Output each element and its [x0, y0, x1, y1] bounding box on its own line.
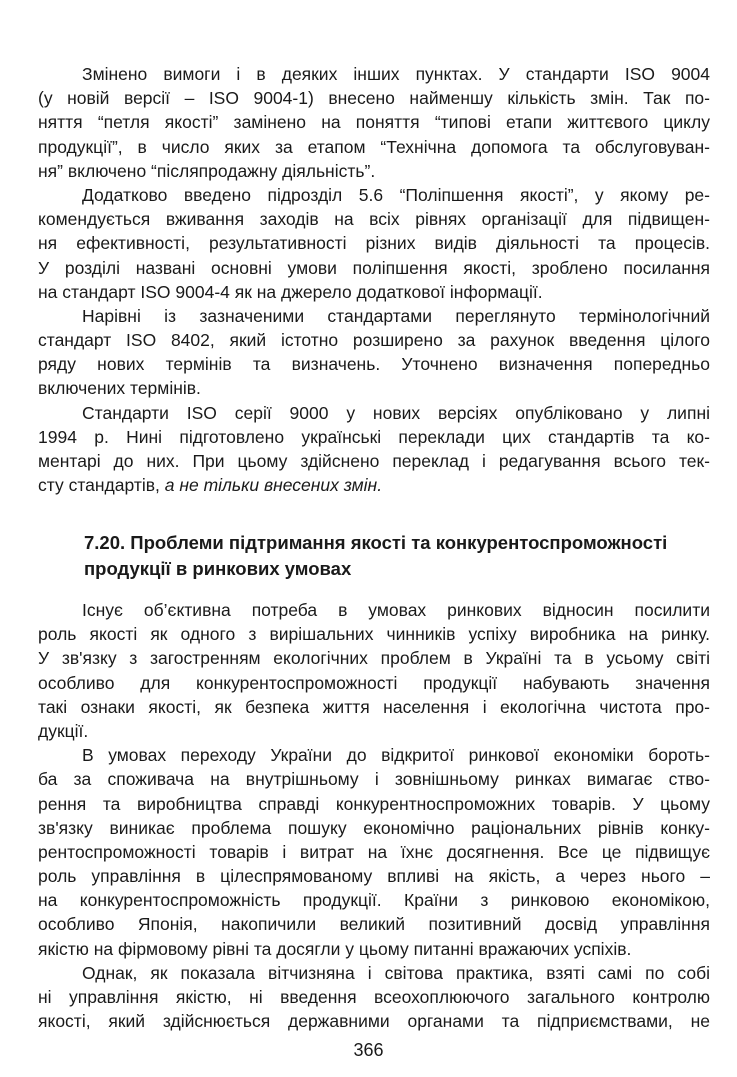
section-heading-line-1: 7.20. Проблеми підтримання якості та конкурентоспроможності — [84, 532, 668, 553]
text-line — [38, 1009, 710, 1033]
text-line — [38, 376, 710, 400]
paragraph — [38, 961, 710, 1034]
text-line — [38, 183, 710, 207]
text-line — [38, 864, 710, 888]
text-line-content: (у новій версії – ISO 9004-1) внесено найменшу кількість змін. Так по- — [38, 88, 710, 109]
text-line-content: ментарі до них. При цьому здійснено переклад і редагування всього тек- — [38, 451, 710, 471]
text-line-content: Додатково введено підрозділ 5.6 “Поліпшення якості”, у якому ре- — [82, 184, 710, 205]
text-line — [38, 719, 710, 743]
text-line — [38, 961, 710, 985]
text-line — [38, 937, 710, 961]
text-line — [38, 985, 710, 1009]
text-line — [38, 401, 710, 425]
text-line-content: особливо Японія, накопичили великий позитивний досвід управління — [38, 914, 710, 935]
body-text-top — [38, 62, 710, 497]
text-line — [38, 646, 710, 670]
text-line-content: рентоспроможності товарів і витрат на їхнє досягнення. Все це підвищує — [38, 841, 710, 862]
text-line-content: ба за споживача на внутрішньому і зовнішньому ринках вимагає ство- — [38, 769, 710, 790]
text-line — [38, 622, 710, 646]
text-line-content: включених термінів. — [38, 378, 201, 399]
text-line-content: ня ефективності, результативності різних видів діяльності та процесів. — [38, 233, 710, 254]
paragraph — [38, 598, 710, 743]
section-heading — [84, 530, 714, 582]
text-line — [38, 280, 710, 304]
text-line-content: У розділі названі основні умови поліпшення якості, зроблено посилання — [38, 257, 710, 278]
text-line-content: 1994 р. Нині підготовлено українські переклади цих стандартів та ко- — [38, 426, 710, 447]
paragraph — [38, 743, 710, 961]
text-line — [38, 159, 710, 183]
italic-text: а не тільки внесених змін. — [164, 475, 383, 496]
text-line-content: Стандарти ISO серії 9000 у нових версіях опубліковано у липні — [82, 402, 710, 423]
text-line-content: няття “петля якості” замінено на поняття “типові етапи життєвого циклу — [38, 112, 710, 133]
text-line-content: Змінено вимоги і в деяких інших пунктах. У стандарти ISO 9004 — [82, 64, 710, 84]
text-line — [38, 840, 710, 864]
text-line-content: Нарівні із зазначеними стандартами переглянуто термінологічний — [82, 305, 710, 326]
text-line — [38, 207, 710, 231]
text-line — [38, 695, 710, 719]
text-line — [38, 62, 710, 86]
text-line — [38, 671, 710, 695]
text-line — [38, 352, 710, 376]
text-line-content: ня” включено “післяпродажну діяльність”. — [38, 160, 376, 181]
text-line-content: на конкурентоспроможність продукції. Країни з ринковою економікою, — [38, 890, 710, 911]
text-line-content: Однак, як показала вітчизняна і світова практика, взяті самі по собі — [82, 962, 710, 983]
paragraph — [38, 304, 710, 401]
text-line — [38, 304, 710, 328]
text-line-content: роль управління в цілеспрямованому впливі на якість, а через нього – — [38, 866, 710, 887]
text-line — [38, 86, 710, 110]
text-line-content: якості, який здійснюється державними органами та підприємствами, не — [38, 1011, 710, 1032]
text-line-content: особливо для конкурентоспроможності продукції набувають значення — [38, 672, 710, 693]
text-line — [38, 328, 710, 352]
text-line-content: такі ознаки якості, як безпека життя населення і екологічна чистота про- — [38, 696, 710, 717]
text-line — [38, 231, 710, 255]
text-line-content: роль якості як одного з вирішальних чинників успіху виробника на ринку. — [38, 624, 710, 645]
text-line — [38, 912, 710, 936]
text-line-content: якістю на фірмовому рівні та досягли у цьому питанні вражаючих успіхів. — [38, 938, 632, 959]
text-line-content: рення та виробництва справді конкурентноспроможних товарів. У цьому — [38, 793, 710, 814]
text-line-content: В умовах переходу України до відкритої ринкової економіки бороть- — [82, 745, 710, 766]
text-line-content: Існує об’єктивна потреба в умовах ринкових відносин посилити — [82, 600, 710, 620]
text-line-content: ряду нових термінів та визначень. Уточнено визначення попередньо — [38, 354, 710, 375]
paragraph — [38, 183, 710, 304]
text-line — [38, 449, 710, 473]
text-line — [38, 888, 710, 912]
text-line-content: продукції”, в число яких за етапом “Технічна допомога та обслуговуван- — [38, 136, 710, 157]
text-line — [38, 743, 710, 767]
text-line-content: сту стандартів, — [38, 475, 165, 496]
text-line-content: на стандарт ISO 9004-4 як на джерело додаткової інформації. — [38, 281, 543, 302]
paragraph — [38, 401, 710, 498]
text-line — [38, 425, 710, 449]
text-line — [38, 792, 710, 816]
page-number: 366 — [353, 1040, 384, 1060]
text-line — [38, 767, 710, 791]
paragraph — [38, 62, 710, 183]
text-line-content: стандарт ISO 8402, який істотно розширено за рахунок введення цілого — [38, 330, 710, 351]
text-line — [38, 816, 710, 840]
text-line — [38, 256, 710, 280]
text-line-content: ні управління якістю, ні введення всеохоплюючого загального контролю — [38, 987, 710, 1007]
text-line-content: дукції. — [38, 720, 89, 741]
text-line — [38, 473, 710, 497]
text-line — [38, 110, 710, 134]
text-line-content: комендується вживання заходів на всіх рівнях організації для підвищен- — [38, 209, 710, 230]
text-line-content: зв'язку виникає проблема пошуку економічно раціональних рівнів конку- — [38, 817, 710, 838]
text-line — [38, 598, 710, 622]
body-text-bottom — [38, 598, 710, 1033]
section-heading-line-2: продукції в ринкових умовах — [84, 558, 352, 579]
text-line-content: У зв'язку з загостренням екологічних проблем в Україні та в усьому світі — [38, 648, 710, 669]
text-line — [38, 135, 710, 159]
